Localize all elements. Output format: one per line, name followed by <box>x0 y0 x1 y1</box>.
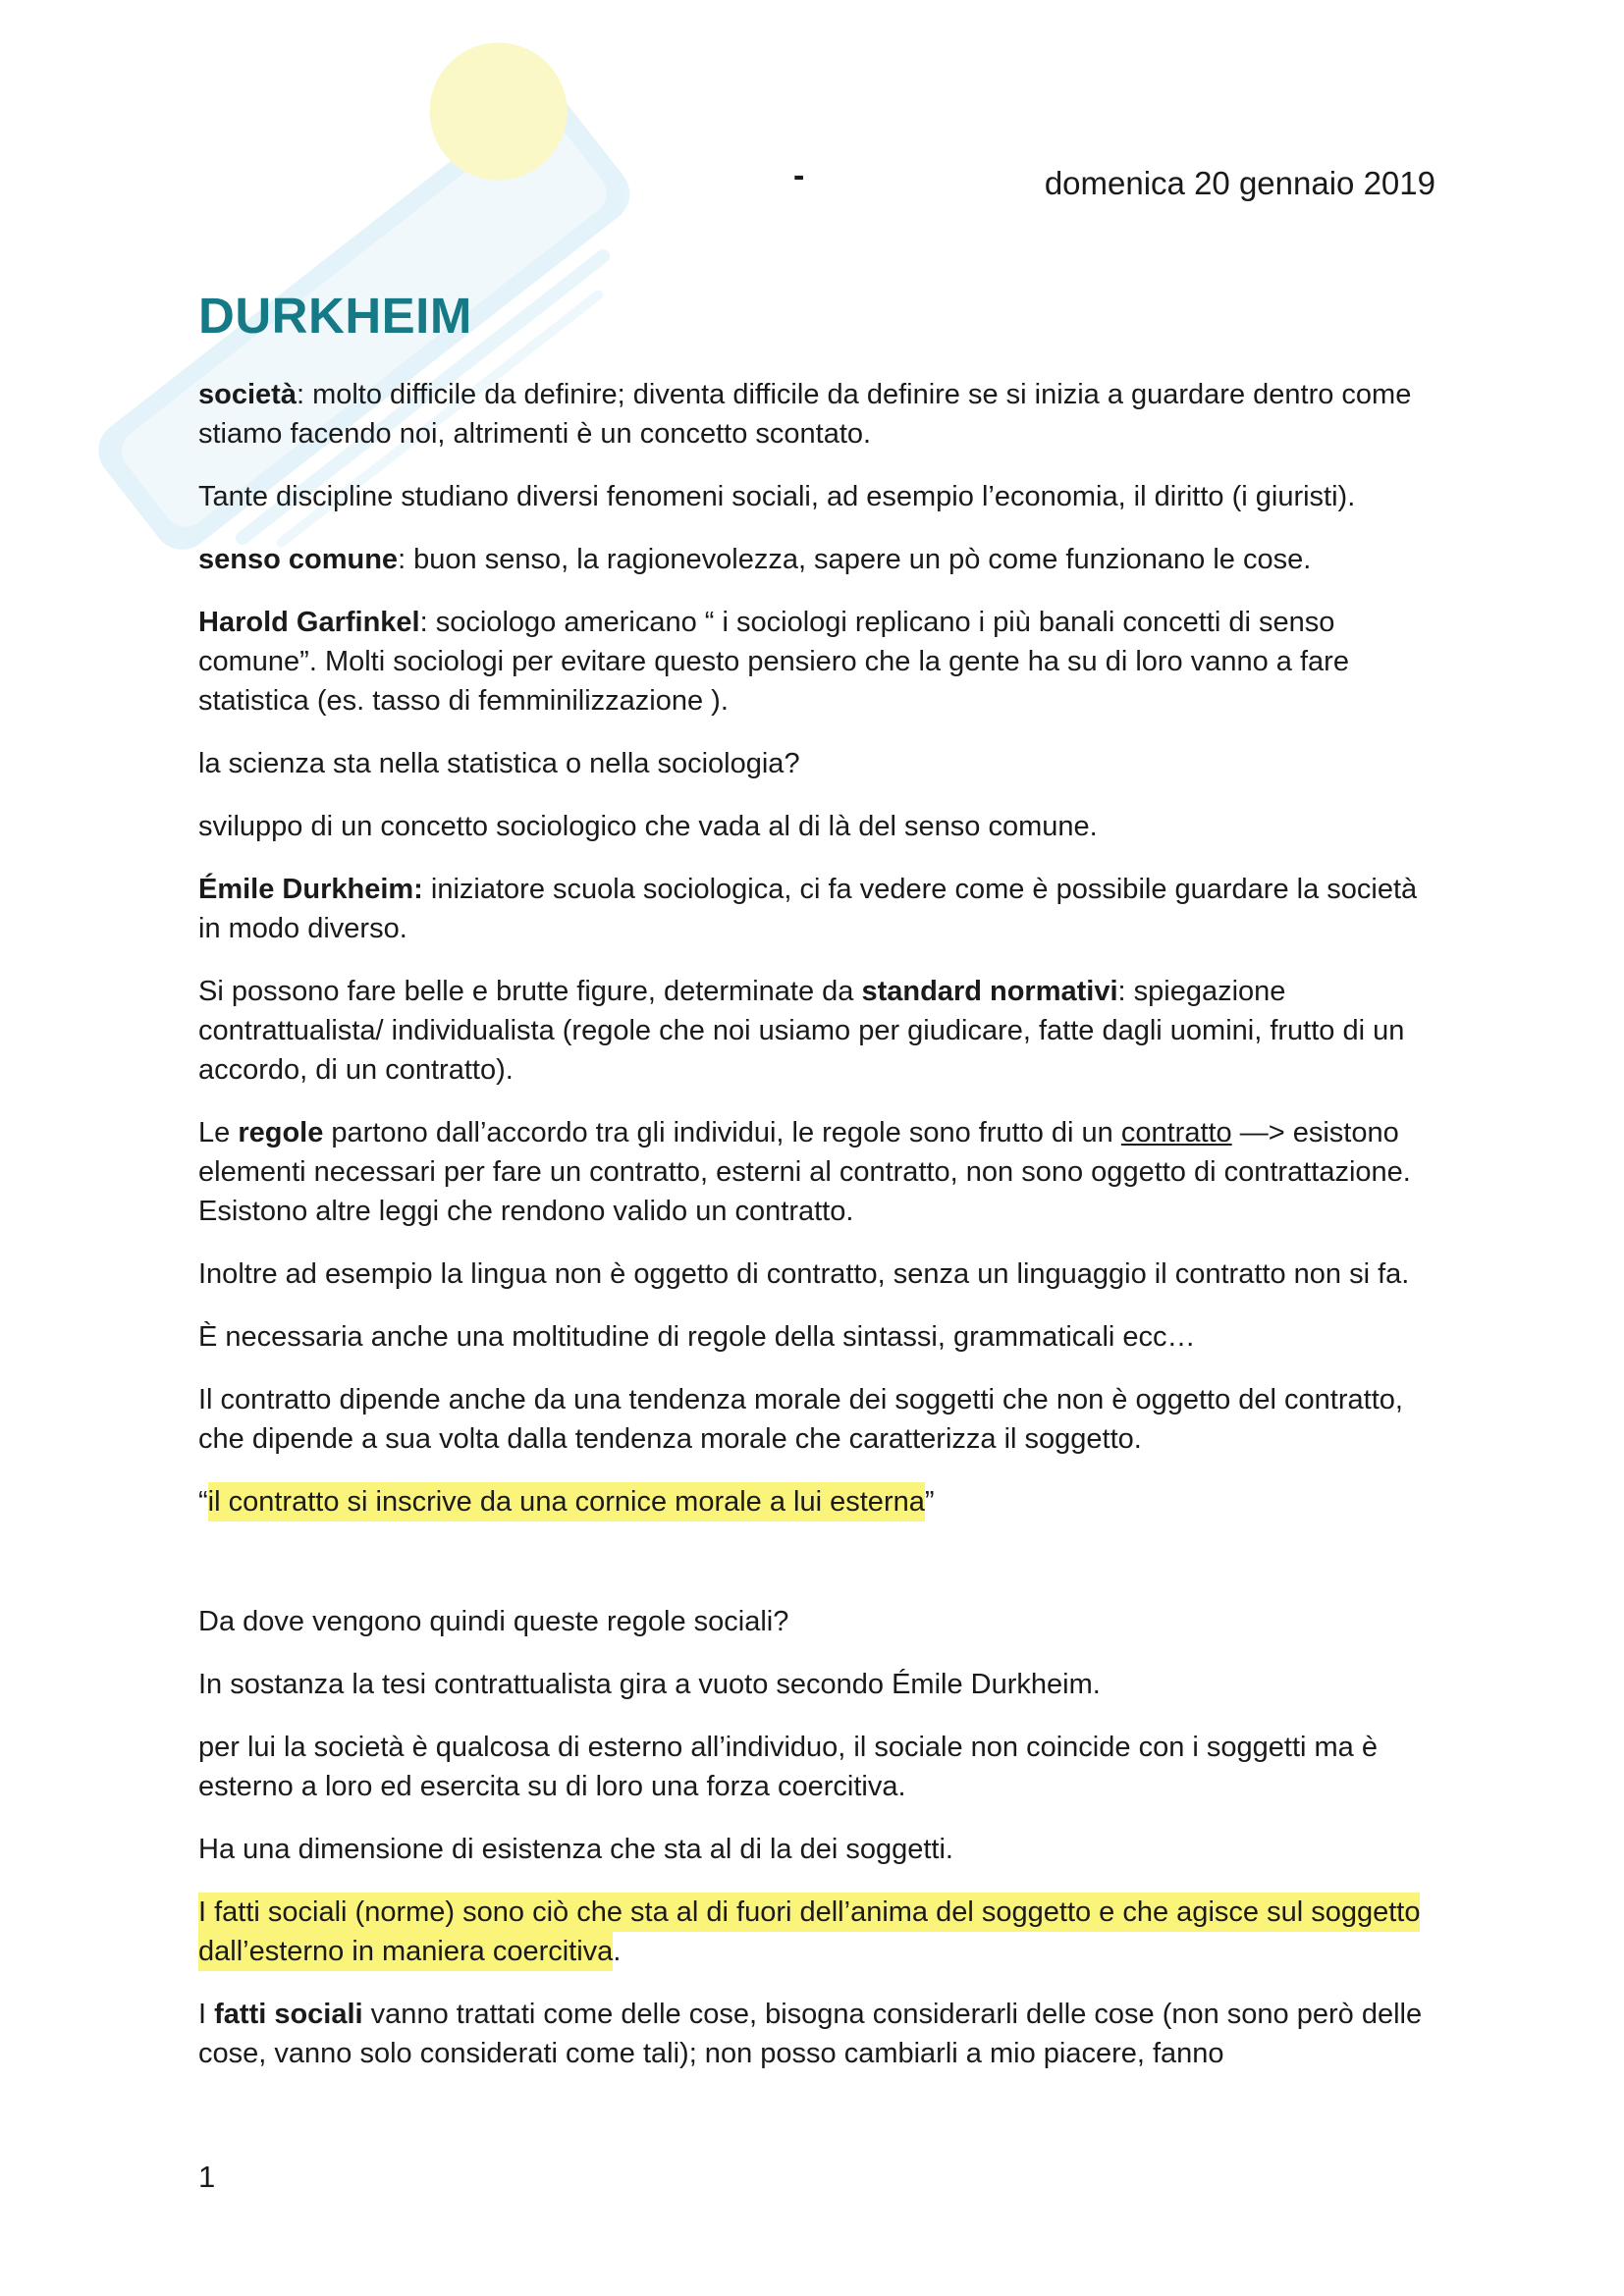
paragraph-societa: società: molto difficile da definire; diventa difficile da definire se si inizia a guardare dentro come stiamo facendo noi, altrimenti è un concetto scontato. <box>198 379 1412 450</box>
paragraph-durkheim: Émile Durkheim: iniziatore scuola sociologica, ci fa vedere come è possibile guardare la società in modo diverso. <box>198 874 1418 944</box>
paragraph-tesi-contrattualista: In sostanza la tesi contrattualista gira a vuoto secondo Émile Durkheim. <box>198 1669 1101 1700</box>
paragraph-sviluppo: sviluppo di un concetto sociologico che vada al di là del senso comune. <box>198 811 1098 842</box>
term-bold: standard normativi <box>861 976 1118 1007</box>
paragraph-tendenza-morale: Il contratto dipende anche da una tendenza morale dei soggetti che non è oggetto del contratto, che dipende a sua volta dalla tendenza morale che caratterizza il soggetto. <box>198 1384 1403 1455</box>
paragraph-fatti-sociali-cose: I fatti sociali vanno trattati come delle cose, bisogna considerarli delle cose (non sono però delle cose, vanno solo considerati come tali); non posso cambiarli a mio piacere, fanno <box>198 1999 1423 2069</box>
paragraph-lingua: Inoltre ad esempio la lingua non è oggetto di contratto, senza un linguaggio il contratto non si fa. <box>198 1258 1410 1290</box>
term-bold: Harold Garfinkel <box>198 607 420 638</box>
term-bold: regole <box>238 1117 324 1148</box>
term-bold: Émile Durkheim: <box>198 874 423 905</box>
page-title: DURKHEIM <box>198 288 472 344</box>
highlighted-text: il contratto si inscrive da una cornice morale a lui esterna <box>208 1482 925 1522</box>
highlighted-text: I fatti sociali (norme) sono ciò che sta al di fuori dell’anima del soggetto e che agisce sul soggetto dall’esterno in maniera coercitiva <box>198 1893 1420 1971</box>
underlined-term: contratto <box>1120 1117 1232 1148</box>
paragraph-regole: Le regole partono dall’accordo tra gli individui, le regole sono frutto di un contratto —> esistono elementi necessari per fare un contratto, esterni al contratto, non sono oggetto di contrattazione. Esistono altre leggi che rendono valido un contratto. <box>198 1117 1411 1227</box>
term-bold: fatti sociali <box>214 1999 363 2030</box>
paragraph-senso-comune: senso comune: buon senso, la ragionevolezza, sapere un pò come funzionano le cose. <box>198 544 1312 575</box>
term-bold: società <box>198 379 297 410</box>
paragraph-scienza: la scienza sta nella statistica o nella sociologia? <box>198 748 800 779</box>
term-bold: senso comune <box>198 544 399 575</box>
header-dash: - <box>793 157 805 194</box>
paragraph-garfinkel: Harold Garfinkel: sociologo americano “ i sociologi replicano i più banali concetti di senso comune”. Molti sociologi per evitare questo pensiero che la gente ha su di loro vanno a fare statistica (es. tasso di femminilizzazione ). <box>198 607 1349 717</box>
paragraph-fatti-sociali-norme: I fatti sociali (norme) sono ciò che sta al di fuori dell’anima del soggetto e che agisce sul soggetto dall’esterno in maniera coercitiva. <box>198 1893 1445 1971</box>
blank-line <box>198 1545 1445 1602</box>
document-body <box>198 375 1445 2097</box>
paragraph-standard-normativi: Si possono fare belle e brutte figure, determinate da standard normativi: spiegazione contrattualista/ individualista (regole che noi usiamo per giudicare, fatte dagli uomini, frutto di un accordo, di un contratto). <box>198 976 1405 1086</box>
paragraph-da-dove: Da dove vengono quindi queste regole sociali? <box>198 1606 789 1637</box>
page-number: 1 <box>198 2160 216 2194</box>
paragraph-quote-cornice: “il contratto si inscrive da una cornice morale a lui esterna” <box>198 1482 1445 1522</box>
paragraph-dimensione: Ha una dimensione di esistenza che sta al di la dei soggetti. <box>198 1834 953 1865</box>
header-date: domenica 20 gennaio 2019 <box>1044 165 1435 201</box>
paragraph-societa-esterna: per lui la società è qualcosa di esterno all’individuo, il sociale non coincide con i soggetti ma è esterno a loro ed esercita su di loro una forza coercitiva. <box>198 1732 1378 1802</box>
paragraph-discipline: Tante discipline studiano diversi fenomeni sociali, ad esempio l’economia, il diritto (i giuristi). <box>198 481 1356 512</box>
paragraph-sintassi: È necessaria anche una moltitudine di regole della sintassi, grammaticali ecc… <box>198 1321 1196 1353</box>
